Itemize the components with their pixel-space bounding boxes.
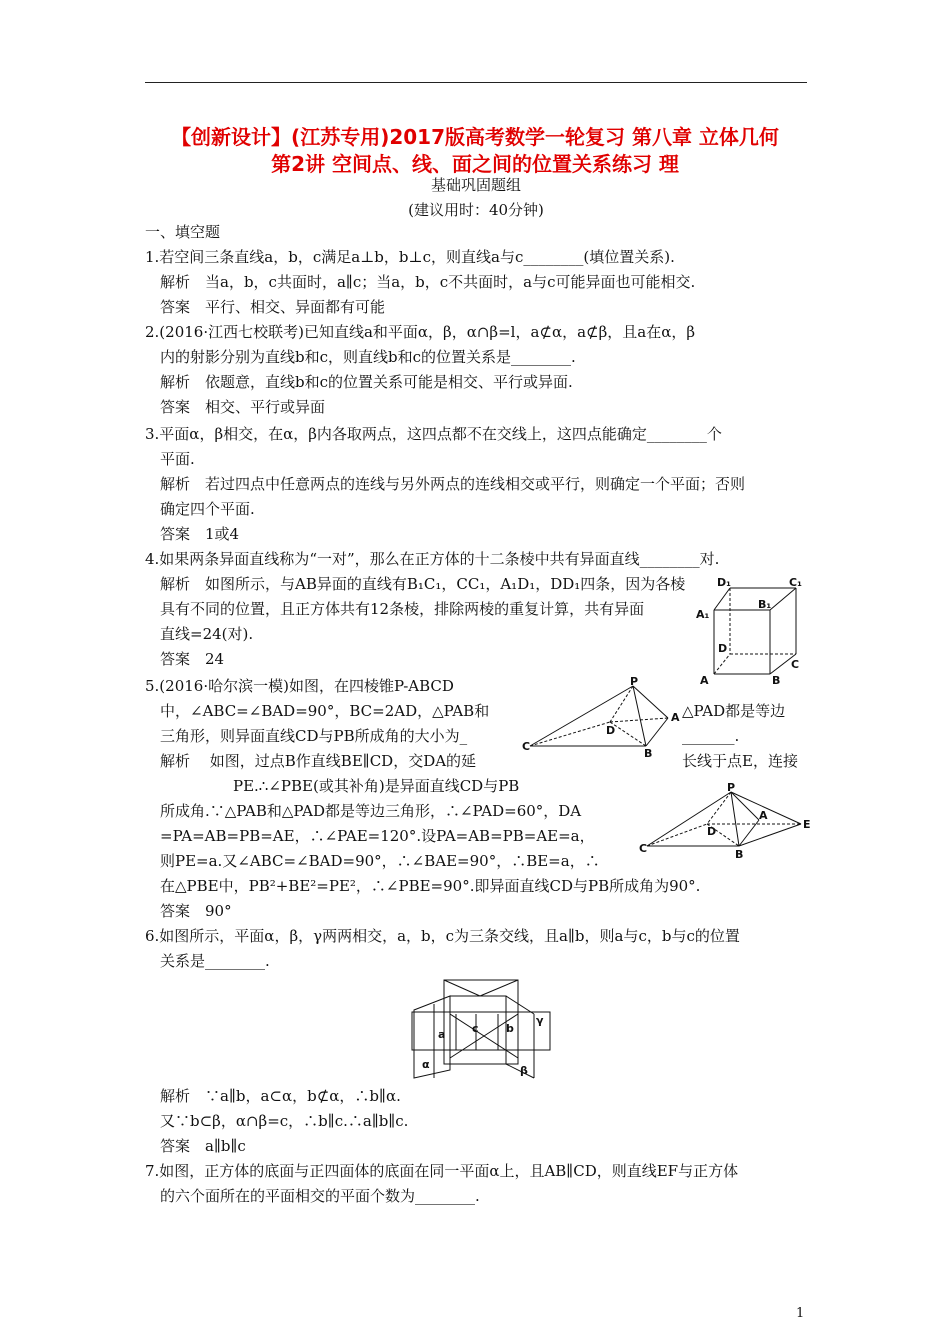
q2-stem-line1: 2.(2016·江西七校联考)已知直线a和平面α，β，α∩β=l，a⊄α，a⊄β，且a在α，β — [145, 323, 696, 341]
q5-analysis-line5: 则PE=a.又∠ABC=∠BAD=90°，∴∠BAE=90°，∴BE=a，∴ — [160, 852, 600, 870]
q2-analysis: 解析 依题意，直线b和c的位置关系可能是相交、平行或异面. — [160, 373, 573, 391]
q4-stem: 4.如果两条异面直线称为“一对”，那么在正方体的十二条棱中共有异面直线________对. — [145, 550, 720, 568]
q5-analysis-line4: =PA=AB=PB=AE，∴∠PAE=120°.设PA=AB=PB=AE=a， — [160, 827, 595, 845]
q1-analysis: 解析 当a，b，c共面时，a∥c；当a，b，c不共面时，a与c可能异面也可能相交. — [160, 273, 696, 291]
cube-label-b1: B₁ — [758, 598, 772, 611]
cube-label-a1: A₁ — [696, 608, 710, 621]
q4-analysis-line2: 具有不同的位置，且正方体共有12条棱，排除两棱的重复计算，共有异面 — [160, 600, 645, 618]
pyramid2-label-p: P — [727, 782, 736, 794]
cube-label-c1: C₁ — [789, 576, 802, 589]
q6-answer: 答案 a∥b∥c — [160, 1137, 246, 1155]
q4-answer: 答案 24 — [160, 650, 225, 668]
q4-analysis-line3: 直线=24(对). — [160, 625, 254, 643]
three-planes-figure — [410, 978, 556, 1080]
pyramid2-label-a: A — [759, 809, 768, 822]
pyramid2-label-e: E — [803, 818, 811, 831]
q3-analysis-line2: 确定四个平面. — [160, 500, 255, 518]
pyramid-label-a: A — [671, 711, 680, 724]
section-subtitle: 基础巩固题组 — [430, 176, 521, 194]
q5-stem-line3-right: _______. — [682, 727, 740, 745]
cube-label-a: A — [700, 674, 709, 686]
q5-stem-line2-right: △PAD都是等边 — [682, 702, 786, 720]
q2-answer: 答案 相交、平行或异面 — [160, 398, 326, 416]
q6-analysis-line1: 解析 ∵a∥b，a⊂α，b⊄α，∴b∥α. — [160, 1087, 401, 1105]
q2-stem-line2: 内的射影分别为直线b和c，则直线b和c的位置关系是________. — [160, 348, 576, 366]
pyramid2-label-b: B — [735, 848, 744, 861]
cube-label-d: D — [718, 642, 728, 655]
pyramid-label-d: D — [606, 724, 616, 737]
cube-label-d1: D₁ — [717, 576, 731, 589]
doc-title-line1: 【创新设计】(江苏专用)2017版高考数学一轮复习 第八章 立体几何 — [171, 125, 779, 149]
q5-stem-line2: 中，∠ABC=∠BAD=90°，BC=2AD，△PAB和 — [160, 702, 490, 720]
planes-label-a: a — [438, 1028, 446, 1041]
pyramid-label-c: C — [522, 740, 531, 753]
planes-label-c: c — [472, 1022, 479, 1035]
pyramid2-label-d: D — [707, 825, 717, 838]
q5-stem-line3: 三角形，则异面直线CD与PB所成角的大小为_ — [160, 727, 468, 745]
planes-label-alpha: α — [422, 1058, 430, 1071]
q3-answer: 答案 1或4 — [160, 525, 240, 543]
planes-label-b: b — [506, 1022, 514, 1035]
q1-answer: 答案 平行、相交、异面都有可能 — [160, 298, 386, 316]
q5-answer: 答案 90° — [160, 902, 232, 920]
cube-figure — [692, 574, 807, 686]
q7-stem-line2: 的六个面所在的平面相交的平面个数为________. — [160, 1187, 480, 1205]
header-rule — [145, 82, 807, 83]
section-heading: 一、填空题 — [145, 223, 221, 241]
q3-stem-line2: 平面. — [160, 450, 195, 468]
q3-analysis-line1: 解析 若过四点中任意两点的连线与另外两点的连线相交或平行，则确定一个平面；否则 — [160, 475, 746, 493]
cube-label-c: C — [791, 658, 800, 671]
q5-analysis-line6: 在△PBE中，PB²+BE²=PE²，∴∠PBE=90°.即异面直线CD与PB所成角为90°. — [160, 877, 701, 895]
q6-stem-line2: 关系是________. — [160, 952, 270, 970]
time-note: (建议用时：40分钟) — [408, 201, 544, 219]
q5-analysis-line2: PE.∴∠PBE(或其补角)是异面直线CD与PB — [233, 777, 520, 795]
q5-analysis-line1: 解析 如图，过点B作直线BE∥CD，交DA的延 — [160, 752, 477, 770]
q6-stem-line1: 6.如图所示，平面α，β，γ两两相交，a，b，c为三条交线，且a∥b，则a与c，b与c的位置 — [145, 927, 740, 945]
q5-analysis-line3: 所成角.∵△PAB和△PAD都是等边三角形，∴∠PAD=60°，DA — [160, 802, 582, 820]
pyramid-label-b: B — [644, 747, 653, 758]
q3-stem-line1: 3.平面α，β相交，在α，β内各取两点，这四点都不在交线上，这四点能确定________个 — [145, 425, 722, 443]
pyramid2-label-c: C — [639, 842, 648, 855]
q4-analysis-line1: 解析 如图所示，与AB异面的直线有B₁C₁，CC₁，A₁D₁，DD₁四条，因为各棱 — [160, 575, 686, 593]
q5-analysis-line1-right: 长线于点E，连接 — [682, 752, 798, 770]
pyramid-figure — [518, 676, 683, 758]
cube-label-b: B — [772, 674, 781, 686]
q7-stem-line1: 7.如图，正方体的底面与正四面体的底面在同一平面α上，且AB∥CD，则直线EF与正方体 — [145, 1162, 739, 1180]
pyramid-label-p: P — [630, 676, 639, 688]
doc-title-line2: 第2讲 空间点、线、面之间的位置关系练习 理 — [271, 152, 679, 176]
q6-analysis-line2: 又∵b⊂β，α∩β=c，∴b∥c.∴a∥b∥c. — [160, 1112, 409, 1130]
q5-stem-line1: 5.(2016·哈尔滨一模)如图，在四棱锥P-ABCD — [145, 677, 454, 695]
page-number: 1 — [796, 1306, 805, 1321]
pyramid-extended-figure — [635, 782, 813, 862]
planes-label-beta: β — [520, 1064, 528, 1077]
planes-label-gamma: γ — [536, 1014, 544, 1027]
q1-stem: 1.若空间三条直线a，b，c满足a⊥b，b⊥c，则直线a与c________(填位置关系). — [145, 248, 675, 266]
